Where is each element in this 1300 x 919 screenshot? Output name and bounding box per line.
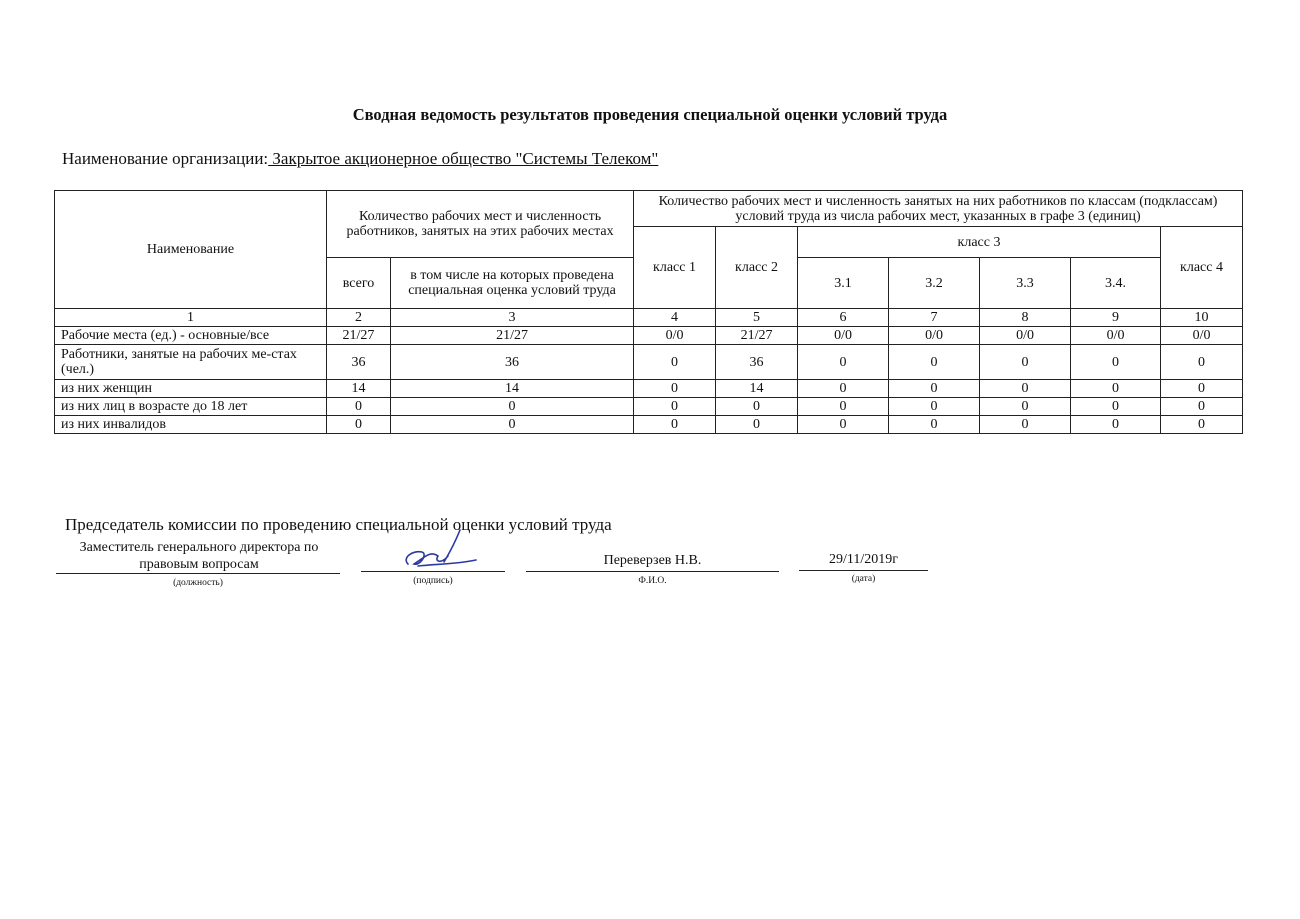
table-row xyxy=(55,380,1243,398)
document-title: Сводная ведомость результатов проведения специальной оценки условий труда xyxy=(352,105,948,124)
col-name-header: Наименование xyxy=(55,191,327,309)
organization-line xyxy=(62,149,658,169)
column-number: 4 xyxy=(634,309,716,327)
table-cell: 21/27 xyxy=(716,327,798,345)
date-underline xyxy=(799,570,928,571)
handwritten-signature xyxy=(398,528,488,574)
table-cell: 0 xyxy=(1161,416,1243,434)
table-cell: 0 xyxy=(889,398,980,416)
table-cell: 14 xyxy=(716,380,798,398)
table-cell: 0 xyxy=(634,345,716,380)
table-cell: 0 xyxy=(798,398,889,416)
column-number: 10 xyxy=(1161,309,1243,327)
fio-underline xyxy=(526,571,779,572)
total-header: всего xyxy=(327,258,391,309)
class4-header: класс 4 xyxy=(1161,227,1243,309)
commission-chair-title: Председатель комиссии по проведению специальной оценки условий труда xyxy=(65,515,612,534)
row-label: из них лиц в возрасте до 18 лет xyxy=(55,398,327,416)
table-cell: 36 xyxy=(391,345,634,380)
date-caption: (дата) xyxy=(851,574,876,584)
position-underline xyxy=(56,573,340,574)
table-cell: 0/0 xyxy=(889,327,980,345)
table-cell: 14 xyxy=(391,380,634,398)
table-cell: 0/0 xyxy=(634,327,716,345)
table-cell: 0 xyxy=(980,398,1071,416)
date-value: 29/11/2019г xyxy=(828,552,898,567)
table-cell: 0 xyxy=(634,398,716,416)
table-cell: 0 xyxy=(1161,345,1243,380)
column-number-row xyxy=(55,309,1243,327)
column-number: 6 xyxy=(798,309,889,327)
organization-name: Закрытое акционерное общество "Системы Телеком" xyxy=(268,149,659,168)
header-row-1 xyxy=(55,191,1243,227)
table-cell: 0 xyxy=(327,416,391,434)
table-cell: 36 xyxy=(327,345,391,380)
table-cell: 0 xyxy=(1161,380,1243,398)
column-number: 5 xyxy=(716,309,798,327)
row-label: Работники, занятые на рабочих ме-стах (чел.) xyxy=(55,345,327,380)
table-cell: 0 xyxy=(980,416,1071,434)
table-cell: 0 xyxy=(391,416,634,434)
classes-group-header: Количество рабочих мест и численность занятых на них работников по классам (подклассам) условий труда из числа рабочих мест, указанных в графе 3 (единиц) xyxy=(634,191,1243,227)
table-cell: 21/27 xyxy=(391,327,634,345)
table-cell: 0 xyxy=(798,380,889,398)
class2-header: класс 2 xyxy=(716,227,798,309)
table-row xyxy=(55,398,1243,416)
column-number: 8 xyxy=(980,309,1071,327)
table-cell: 21/27 xyxy=(327,327,391,345)
assessed-header: в том числе на которых проведена специальная оценка условий труда xyxy=(391,258,634,309)
table-cell: 0 xyxy=(798,345,889,380)
table-cell: 0 xyxy=(1071,398,1161,416)
subclass-3-4-header: 3.4. xyxy=(1071,258,1161,309)
table-cell: 0 xyxy=(1071,345,1161,380)
table-cell: 0 xyxy=(798,416,889,434)
table-cell: 0 xyxy=(327,398,391,416)
table-cell: 0 xyxy=(889,345,980,380)
column-number: 2 xyxy=(327,309,391,327)
column-number: 1 xyxy=(55,309,327,327)
column-number: 3 xyxy=(391,309,634,327)
subclass-3-1-header: 3.1 xyxy=(798,258,889,309)
table-cell: 0 xyxy=(980,380,1071,398)
class3-header: класс 3 xyxy=(798,227,1161,258)
column-number: 7 xyxy=(889,309,980,327)
table-cell: 0 xyxy=(1161,398,1243,416)
table-cell: 36 xyxy=(716,345,798,380)
signature-underline xyxy=(361,571,505,572)
table-cell: 0/0 xyxy=(798,327,889,345)
column-number: 9 xyxy=(1071,309,1161,327)
organization-label: Наименование организации: xyxy=(62,149,269,168)
table-cell: 0 xyxy=(391,398,634,416)
table-cell: 0/0 xyxy=(980,327,1071,345)
table-cell: 0/0 xyxy=(1071,327,1161,345)
table-cell: 0 xyxy=(634,380,716,398)
table-row xyxy=(55,327,1243,345)
fio-value: Переверзев Н.В. xyxy=(603,553,702,568)
table-cell: 0 xyxy=(889,380,980,398)
row-label: из них женщин xyxy=(55,380,327,398)
table-cell: 0 xyxy=(634,416,716,434)
table-cell: 0 xyxy=(1071,380,1161,398)
table-cell: 0 xyxy=(1071,416,1161,434)
table-cell: 0 xyxy=(980,345,1071,380)
row-label: из них инвалидов xyxy=(55,416,327,434)
subclass-3-3-header: 3.3 xyxy=(980,258,1071,309)
class1-header: класс 1 xyxy=(634,227,716,309)
summary-table xyxy=(54,190,1243,434)
table-row xyxy=(55,345,1243,380)
position-caption: (должность) xyxy=(173,578,223,588)
row-label: Рабочие места (ед.) - основные/все xyxy=(55,327,327,345)
table-cell: 0/0 xyxy=(1161,327,1243,345)
table-cell: 0 xyxy=(716,416,798,434)
fio-caption: Ф.И.О. xyxy=(638,576,667,586)
table-cell: 0 xyxy=(889,416,980,434)
position-value: Заместитель генерального директора по правовым вопросам xyxy=(79,540,319,572)
table-row xyxy=(55,416,1243,434)
signature-caption: (подпись) xyxy=(413,576,453,586)
table-cell: 0 xyxy=(716,398,798,416)
subclass-3-2-header: 3.2 xyxy=(889,258,980,309)
table-cell: 14 xyxy=(327,380,391,398)
workplaces-group-header: Количество рабочих мест и численность работников, занятых на этих рабочих местах xyxy=(327,191,634,258)
